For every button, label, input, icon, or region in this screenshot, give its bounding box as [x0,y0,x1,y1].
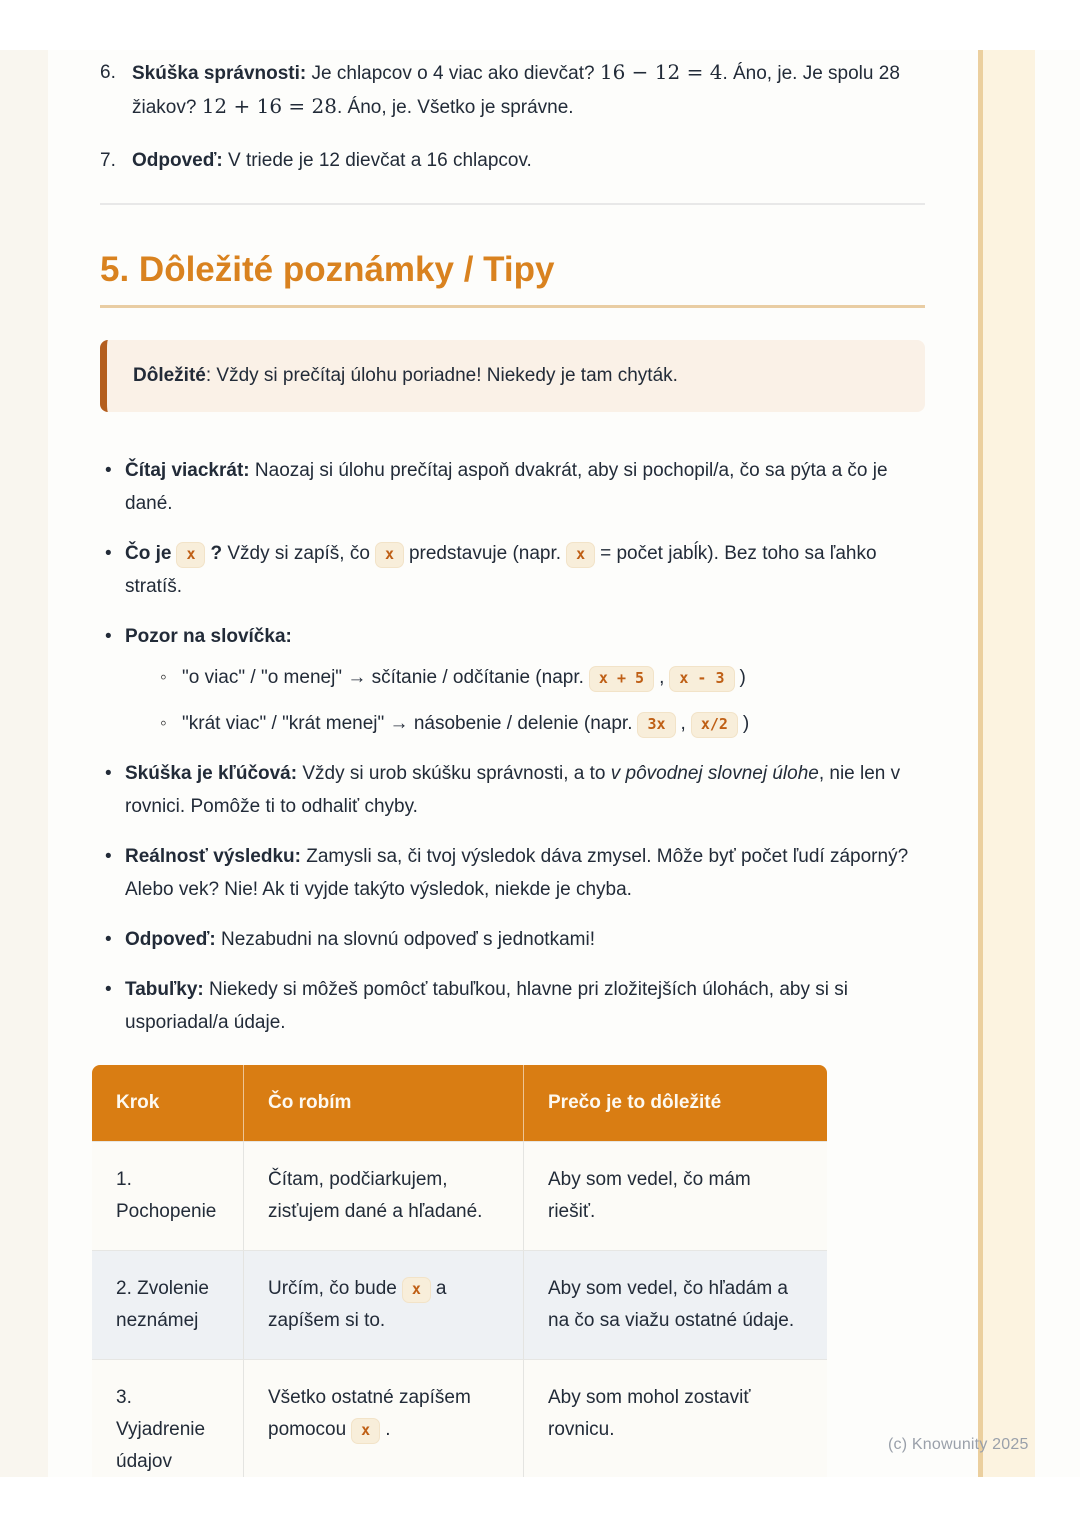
tip-keywords: • Pozor na slovíčka: ◦ "o viac" / "o menej" → sčítanie / odčítanie (napr. x + 5 , x - 3 ) ◦ "krát viac" / "krát menej" → násobenie / delenie (napr. 3x , x/2 ) [100,620,925,740]
inline-code-chip: x [375,542,404,568]
item-text: Skúška správnosti: Je chlapcov o 4 viac ako dievčat? 16 − 12 = 4. Áno, je. Je spolu 28 žiakov? 12 + 16 = 28. Áno, je. Všetko je správne. [132,60,900,118]
subtip-add-subtract: ◦ "o viac" / "o menej" → sčítanie / odčítanie (napr. x + 5 , x - 3 ) [125,661,925,694]
tip-what-is-x: • Čo je x ? Vždy si zapíš, čo x predstavuje (napr. x = počet jabĺk). Bez toho sa ľahko stratíš. [100,537,925,603]
page-content [100,56,925,1477]
document-page [0,50,1080,1477]
tip-check-is-key: • Skúška je kľúčová: Vždy si urob skúšku správnosti, a to v pôvodnej slovnej úlohe, nie len v rovnici. Pomôže ti to odhaliť chyby. [100,757,925,823]
table-cell-reason: Aby som vedel, čo hľadám a na čo sa viažu ostatné údaje. [523,1250,827,1359]
math-expression: 16 − 12 = 4 [599,60,723,84]
table-header-row [92,1065,827,1141]
inline-code-chip: x [351,1418,380,1444]
item-number: 6. [100,62,116,83]
table-row [92,1141,827,1250]
table-row [92,1250,827,1359]
tip-answer: • Odpoveď: Nezabudni na slovnú odpoveď s jednotkami! [100,923,925,956]
page-footer-credit: (c) Knowunity 2025 [888,1436,1029,1453]
section-title: 5. Dôležité poznámky / Tipy [100,249,925,308]
table-header-krok: Krok [92,1065,243,1141]
page-left-edge [0,50,48,1477]
list-item [100,56,925,124]
math-expression: 12 + 16 = 28 [201,94,337,118]
table-cell-step: 3. Vyjadrenie údajov [92,1359,243,1477]
subtip-multiply-divide: ◦ "krát viac" / "krát menej" → násobenie / delenie (napr. 3x , x/2 ) [125,707,925,740]
table-cell-action: Všetko ostatné zapíšem pomocou x . [243,1359,523,1477]
table-cell-action: Určím, čo bude x a zapíšem si to. [243,1250,523,1359]
inline-code-chip: x [566,542,595,568]
table-cell-step: 2. Zvolenie neznámej [92,1250,243,1359]
table-header-preco: Prečo je to dôležité [523,1065,827,1141]
steps-table [92,1065,827,1477]
inline-code-chip: x/2 [691,712,738,738]
item-text: Odpoveď: V triede je 12 dievčat a 16 chlapcov. [132,150,532,171]
keyword-sublist [125,661,925,740]
callout-text: Dôležité: Vždy si prečítaj úlohu poriadne! Niekedy je tam chyták. [133,365,678,386]
tip-result-realism: • Reálnosť výsledku: Zamysli sa, či tvoj výsledok dáva zmysel. Môže byť počet ľudí záporný? Alebo vek? Nie! Ak ti vyjde takýto výsledok, niekde je chyba. [100,840,925,906]
tip-read-again: • Čítaj viackrát: Naozaj si úlohu prečítaj aspoň dvakrát, aby si pochopil/a, čo sa pýta a čo je dané. [100,454,925,520]
solution-steps-list [100,56,925,177]
inline-code-chip: x [176,542,205,568]
section-divider [100,203,925,205]
table-row [92,1359,827,1477]
item-number: 7. [100,150,116,171]
table-cell-reason: Aby som vedel, čo mám riešiť. [523,1141,827,1250]
list-item [100,144,925,177]
inline-code-chip: 3x [637,712,675,738]
tips-list [100,454,925,1039]
table-cell-reason: Aby som mohol zostaviť rovnicu. [523,1359,827,1477]
callout-label: Dôležité [133,365,206,386]
inline-code-chip: x + 5 [589,666,654,692]
next-page-edge [978,50,1035,1477]
tip-tables: • Tabuľky: Niekedy si môžeš pomôcť tabuľkou, hlavne pri zložitejších úlohách, aby si si usporiadal/a údaje. [100,973,925,1039]
table-cell-action: Čítam, podčiarkujem, zisťujem dané a hľadané. [243,1141,523,1250]
table-header-co-robim: Čo robím [243,1065,523,1141]
important-callout [100,340,925,412]
table-cell-step: 1. Pochopenie [92,1141,243,1250]
inline-code-chip: x - 3 [669,666,734,692]
inline-code-chip: x [402,1277,431,1303]
